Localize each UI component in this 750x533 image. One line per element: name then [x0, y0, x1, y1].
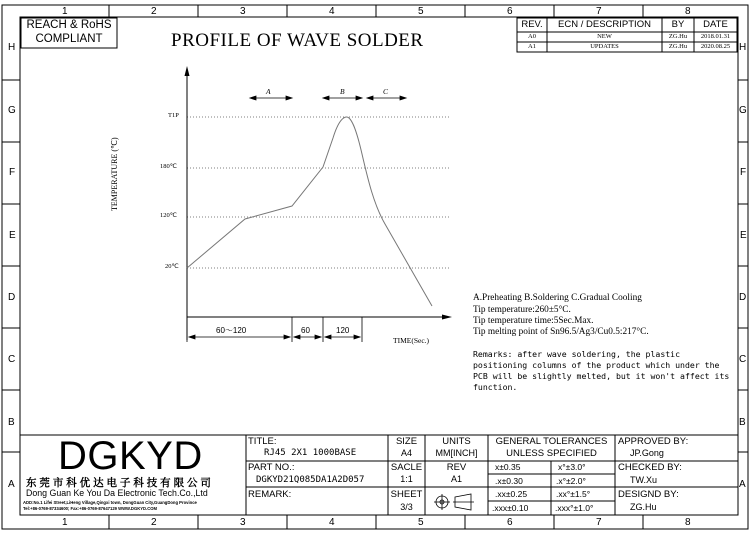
remarks-line-0: Remarks: after wave soldering, the plastic — [473, 349, 681, 359]
y-axis-arrow — [185, 66, 190, 76]
row-label-f: F — [9, 167, 16, 178]
rev-header-rev: REV. — [521, 19, 543, 30]
row-label-a: A — [739, 479, 746, 490]
row-label-f: F — [740, 167, 747, 178]
col-label-8: 8 — [685, 517, 691, 528]
col-label-6: 6 — [507, 6, 513, 17]
part-no-label: PART NO.: — [248, 462, 295, 473]
col-label-3: 3 — [240, 6, 246, 17]
remark-label: REMARK: — [248, 489, 292, 500]
rev-row-1-by: ZG.Hu — [668, 43, 688, 50]
company-name-cn: 东 莞 市 科 优 达 电 子 科 技 有 限 公 司 — [26, 477, 211, 489]
row-label-h: H — [739, 42, 747, 53]
col-label-3: 3 — [240, 517, 246, 528]
tolerance-title-2: UNLESS SPECIFIED — [506, 448, 597, 459]
spec-line-0: Tip temperature:260±5°C. — [473, 305, 571, 315]
phase-label-a: A — [266, 87, 271, 96]
col-label-5: 5 — [418, 6, 424, 17]
checked-by-value: TW.Xu — [630, 475, 658, 485]
rev-row-1-rev: A1 — [528, 43, 536, 50]
rev-row-0-rev: A0 — [528, 33, 536, 40]
remarks-line-1: positioning columns of the product which under the — [473, 360, 720, 370]
title-label: TITLE: — [248, 436, 277, 447]
col-label-7: 7 — [596, 6, 602, 17]
rev-row-1-date: 2020.08.25 — [700, 43, 731, 50]
reach-badge-line2: COMPLIANT — [35, 33, 103, 45]
row-label-b: B — [8, 417, 15, 428]
time-segment-soldering: 60 — [301, 326, 310, 335]
col-label-8: 8 — [685, 6, 691, 17]
x-axis-arrow — [442, 315, 452, 320]
wave-solder-chart — [185, 66, 453, 342]
row-label-c: C — [739, 354, 747, 365]
tolerance-linear-0: x±0.35 — [495, 462, 521, 472]
spec-line-2: Tip melting point of Sn96.5/Ag3/Cu0.5:217°C. — [473, 327, 649, 337]
tolerance-angular-0: x°±3.0° — [558, 462, 586, 472]
col-label-2: 2 — [151, 517, 157, 528]
col-label-2: 2 — [151, 6, 157, 17]
title-value: RJ45 2X1 1000BASE — [264, 448, 357, 458]
company-name-en: Dong Guan Ke You Da Electronic Tech.Co.,Ltd — [26, 488, 208, 498]
y-tick-label-180: 180℃ — [160, 163, 178, 170]
scale-label: SACLE — [390, 462, 423, 473]
rev-row-0-desc: NEW — [597, 33, 612, 40]
phase-legend: A.Preheating B.Soldering C.Gradual Cooling — [473, 293, 642, 303]
row-label-e: E — [9, 230, 16, 241]
part-no-value: DGKYD21Q085DA1A2D057 — [256, 475, 365, 485]
remarks-line-3: function. — [473, 382, 518, 392]
scale-value: 1:1 — [400, 474, 413, 484]
company-address: ADD:No.1 Lifei Street,LiHeng Village,Qingxi town, DongGuan City,GuangDong Province — [23, 500, 197, 505]
rev-header-date: DATE — [703, 19, 728, 30]
rev-row-1-desc: UPDATES — [590, 43, 619, 50]
units-label: UNITS — [442, 436, 471, 447]
tolerance-title-1: GENERAL TOLERANCES — [495, 436, 608, 447]
col-label-5: 5 — [418, 517, 424, 528]
time-segment-cooling: 120 — [336, 326, 350, 335]
tolerance-linear-1: .x±0.30 — [495, 476, 523, 486]
tolerance-angular-2: .xx°±1.5° — [556, 489, 591, 499]
approved-by-label: APPROVED BY: — [618, 436, 689, 447]
spec-line-1: Tip temperature time:5Sec.Max. — [473, 316, 594, 326]
sheet-label: SHEET — [390, 489, 423, 500]
col-label-1: 1 — [62, 6, 68, 17]
rev-header-desc: ECN / DESCRIPTION — [558, 19, 651, 30]
row-label-e: E — [740, 230, 747, 241]
row-label-a: A — [8, 479, 15, 490]
rev-header-by: BY — [671, 19, 685, 30]
size-value: A4 — [400, 448, 412, 458]
x-axis-label: TIME(Sec.) — [393, 336, 430, 345]
size-label: SIZE — [395, 436, 418, 447]
temperature-profile-line — [187, 117, 432, 306]
time-segment-preheat: 60～120 — [216, 326, 247, 335]
row-label-d: D — [739, 292, 747, 303]
y-tick-label-120: 120℃ — [160, 212, 178, 219]
approved-by-value: JP.Gong — [630, 448, 664, 458]
units-value: MM[INCH] — [435, 448, 478, 458]
col-label-4: 4 — [329, 6, 335, 17]
tolerance-linear-3: .xxx±0.10 — [492, 503, 529, 513]
row-label-g: G — [8, 105, 16, 116]
company-contact: Tel:+86-0769-87334600; Fax:+86-0769-87647129 WWW.DGKYD.COM — [23, 506, 157, 511]
tolerance-linear-2: .xx±0.25 — [495, 489, 528, 499]
rev-label: REV — [446, 462, 467, 473]
phase-label-c: C — [383, 87, 389, 96]
tolerance-angular-3: .xxx°±1.0° — [555, 503, 594, 513]
reach-badge-line1: REACH & RoHS — [26, 19, 112, 31]
designed-by-value: ZG.Hu — [630, 502, 657, 512]
remarks-line-2: PCB will be slightly melted, but it won't affect its — [473, 371, 730, 381]
col-label-4: 4 — [329, 517, 335, 528]
company-logo: DGKYD — [58, 434, 203, 478]
row-label-h: H — [8, 42, 16, 53]
tolerance-angular-1: .x°±2.0° — [556, 476, 586, 486]
y-tick-label-20: 20℃ — [165, 263, 179, 270]
rev-row-0-by: ZG.Hu — [668, 33, 688, 40]
rev-value: A1 — [450, 474, 462, 484]
y-axis-label: TEMPERATURE (℃) — [110, 137, 120, 211]
page-title: PROFILE OF WAVE SOLDER — [171, 30, 424, 51]
phase-label-b: B — [340, 87, 345, 96]
col-label-7: 7 — [596, 517, 602, 528]
row-label-d: D — [8, 292, 16, 303]
row-label-c: C — [8, 354, 16, 365]
sheet-value: 3/3 — [400, 502, 413, 512]
rev-row-0-date: 2018.01.31 — [700, 33, 731, 40]
projection-symbol-icon — [434, 494, 474, 510]
designed-by-label: DESIGND BY: — [618, 489, 679, 500]
checked-by-label: CHECKED BY: — [618, 462, 682, 473]
row-label-g: G — [739, 105, 747, 116]
col-label-6: 6 — [507, 517, 513, 528]
row-label-b: B — [739, 417, 746, 428]
col-label-1: 1 — [62, 517, 68, 528]
y-tick-label-t1p: T1P — [168, 112, 179, 119]
